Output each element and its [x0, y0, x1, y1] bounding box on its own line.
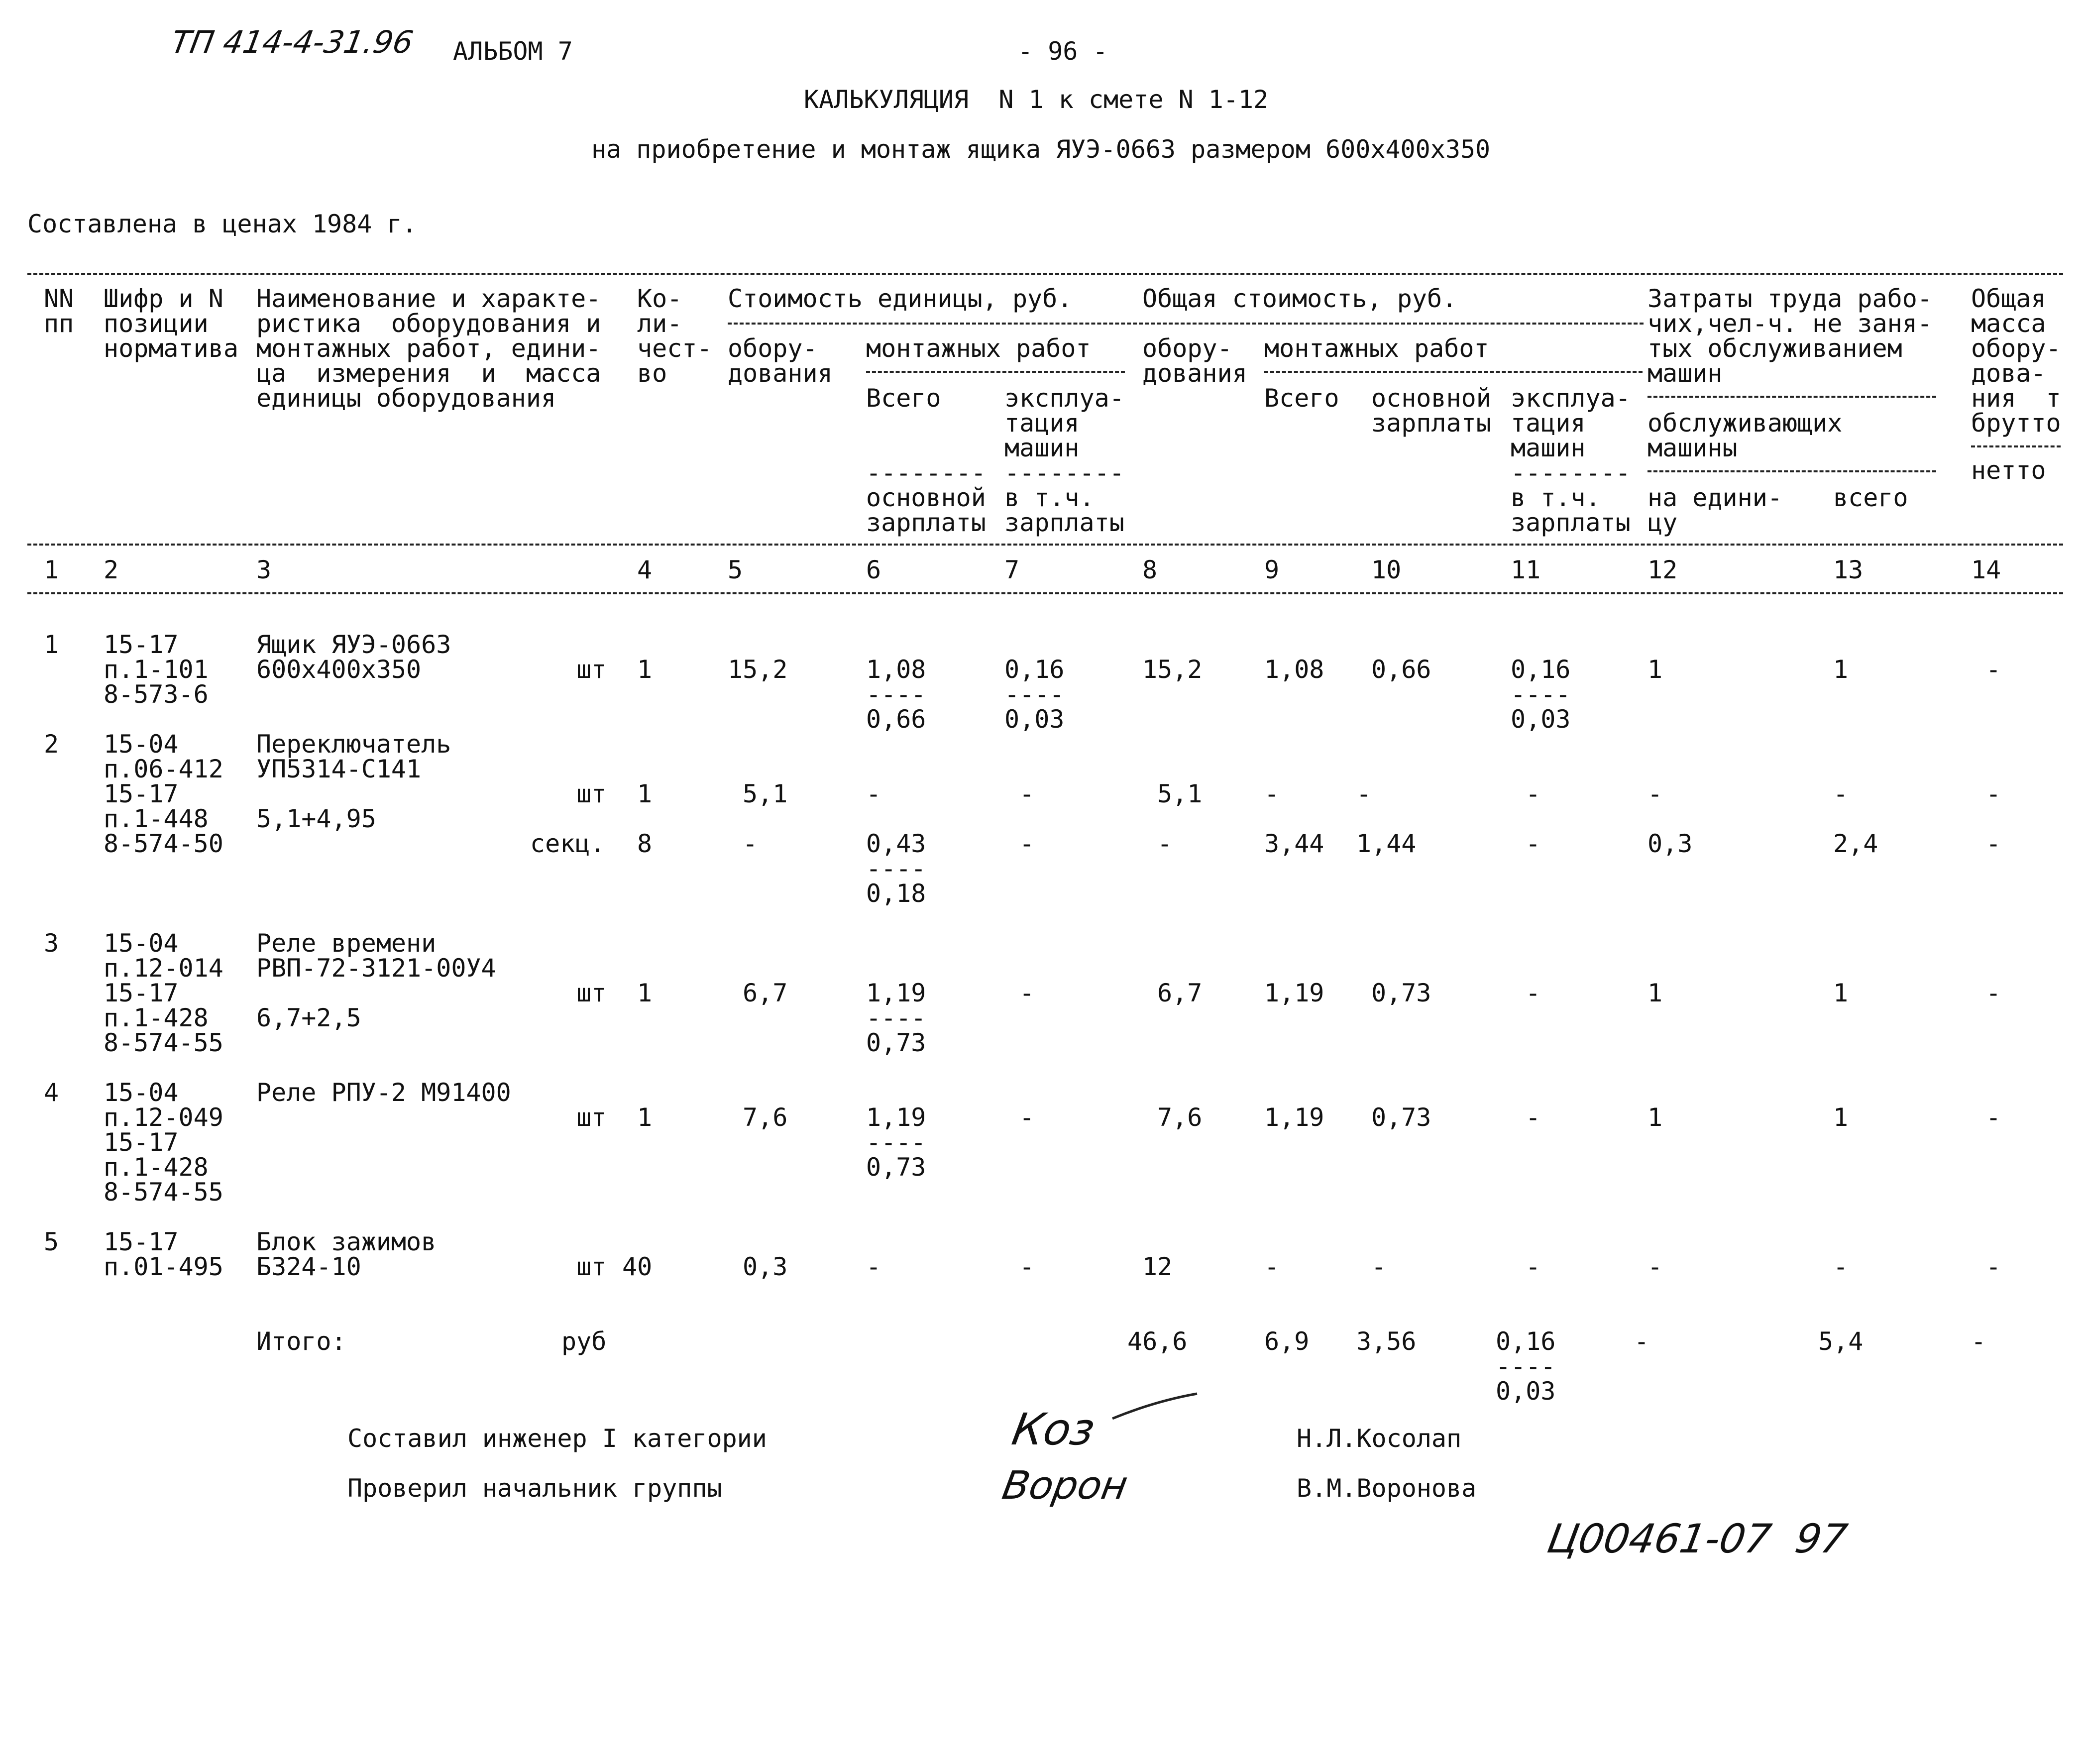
col2-head-2: позиции — [104, 309, 209, 338]
row-mass: - — [1986, 979, 2001, 1007]
row-equip-cost-2: - — [743, 829, 758, 858]
row-labor-unit-2: 0,3 — [1648, 829, 1693, 858]
row-unit-2: секц. — [530, 829, 605, 858]
col6-sub-2: зарплаты — [866, 508, 986, 537]
row-labor-all: 1 — [1833, 979, 1849, 1007]
row-equip-cost: 5,1 — [743, 779, 788, 808]
row-total-base-2: 1,44 — [1356, 829, 1417, 858]
row-mass: - — [1986, 779, 2001, 808]
row-code-1: 15-04 — [104, 730, 179, 759]
labor-head-1: Затраты труда рабо- — [1648, 284, 1932, 313]
total-equip: 46,6 — [1127, 1327, 1188, 1356]
col2-head-3: норматива — [104, 334, 238, 363]
row-total-equip: 6,7 — [1157, 979, 1203, 1007]
row-number: 4 — [44, 1078, 59, 1107]
col-number-3: 3 — [256, 555, 272, 584]
row-mass-2: - — [1986, 829, 2001, 858]
col-number-1: 1 — [44, 555, 59, 584]
composed-signature: Коз — [1008, 1404, 1099, 1455]
col7-sub-1: в т.ч. — [1004, 483, 1095, 512]
row-total-equip: 5,1 — [1157, 779, 1203, 808]
row-code-5: 8-574-55 — [104, 1028, 223, 1057]
row-labor-all-2: 2,4 — [1833, 829, 1878, 858]
row-unit: шт — [576, 655, 607, 684]
row-mount-cost: - — [866, 1252, 881, 1281]
row-total-mount: 1,19 — [1264, 1103, 1324, 1132]
row-total-equip: 12 — [1142, 1252, 1173, 1281]
row-number: 5 — [44, 1227, 59, 1256]
row-name-1: Реле времени — [256, 929, 437, 958]
row-total-base: - — [1371, 1252, 1387, 1281]
row-total-oper-salary: 0,03 — [1511, 705, 1571, 734]
mount-works-rule-1 — [866, 371, 1125, 373]
row-code-2: п.1-101 — [104, 655, 209, 684]
row-mount-salary-2: 0,18 — [866, 879, 926, 908]
row-total-oper: - — [1526, 979, 1541, 1007]
row-number: 3 — [44, 929, 59, 958]
total-oper: 0,16 — [1496, 1327, 1556, 1356]
row-labor-all: 1 — [1833, 1103, 1849, 1132]
row-qty: 1 — [637, 979, 653, 1007]
col-number-13: 13 — [1833, 555, 1864, 584]
row-qty: 1 — [637, 1103, 653, 1132]
checked-by-label: Проверил начальник группы — [347, 1474, 722, 1503]
row-labor-unit: 1 — [1648, 979, 1663, 1007]
row-name-1: Ящик ЯУЭ-0663 — [256, 630, 451, 659]
row-name-2: РВП-72-3121-00У4 — [256, 954, 496, 983]
row-total-mount-2: 3,44 — [1264, 829, 1324, 858]
row-total-oper-2: - — [1526, 829, 1541, 858]
row-name-4: 5,1+4,95 — [256, 804, 376, 833]
row-mass: - — [1986, 655, 2001, 684]
row-code-1: 15-17 — [104, 1227, 179, 1256]
prices-note: Составлена в ценах 1984 г. — [27, 210, 417, 238]
mass-rule — [1971, 445, 2061, 447]
composed-by-label: Составил инженер I категории — [347, 1424, 767, 1453]
row-total-base: - — [1356, 779, 1372, 808]
mass-head-6: брутто — [1971, 409, 2061, 438]
mount-works-head-1: монтажных работ — [866, 334, 1091, 363]
row-unit: шт — [576, 979, 607, 1007]
labor-head-2: чих,чел-ч. не заня- — [1648, 309, 1932, 338]
mass-head-5: ния т — [1971, 384, 2061, 413]
total-oper-salary: 0,03 — [1496, 1377, 1556, 1406]
row-labor-all: - — [1833, 1252, 1849, 1281]
row-labor-all: - — [1833, 779, 1849, 808]
row-mount-frac: ---- — [866, 1128, 926, 1157]
row-total-oper: - — [1526, 1252, 1541, 1281]
labor-rule-2 — [1648, 470, 1936, 472]
col11-sub-2: зарплаты — [1511, 508, 1631, 537]
col11-head-3: машин — [1511, 434, 1586, 462]
row-oper-cost: - — [1019, 1252, 1035, 1281]
serving-head-1: обслуживающих — [1648, 409, 1843, 438]
col12-head-2: цу — [1648, 508, 1678, 537]
row-mount-salary: 0,73 — [866, 1028, 926, 1057]
row-code-3: 15-17 — [104, 779, 179, 808]
total-mount: 6,9 — [1264, 1327, 1310, 1356]
total-labor-all: 5,4 — [1818, 1327, 1864, 1356]
col-number-10: 10 — [1371, 555, 1402, 584]
col3-head-1: Наименование и характе- — [256, 284, 601, 313]
total-mass: - — [1971, 1327, 1986, 1356]
col4-head-4: во — [637, 359, 667, 388]
row-oper-cost: - — [1019, 1103, 1035, 1132]
col11-head-1: эксплуа- — [1511, 384, 1631, 413]
col-number-4: 4 — [637, 555, 653, 584]
document-title: КАЛЬКУЛЯЦИЯ N 1 к смете N 1-12 — [804, 85, 1269, 114]
document-subtitle: на приобретение и монтаж ящика ЯУЭ-0663 размером 600x400x350 — [591, 135, 1491, 164]
row-code-2: п.01-495 — [104, 1252, 223, 1281]
col10-head-1: основной — [1371, 384, 1491, 413]
album-label: АЛЬБОМ 7 — [453, 37, 573, 66]
total-cost-head: Общая стоимость, руб. — [1142, 284, 1457, 313]
row-name-4: 6,7+2,5 — [256, 1003, 361, 1032]
col8-head-1: обору- — [1142, 334, 1232, 363]
mass-head-2: масса — [1971, 309, 2046, 338]
col-number-8: 8 — [1142, 555, 1158, 584]
col6-sub-dash: -------- — [866, 458, 986, 487]
row-equip-cost: 7,6 — [743, 1103, 788, 1132]
row-total-equip: 7,6 — [1157, 1103, 1203, 1132]
row-oper-frac: ---- — [1004, 680, 1065, 709]
col3-head-2: ристика оборудования и — [256, 309, 601, 338]
col-number-14: 14 — [1971, 555, 2001, 584]
row-oper-cost: - — [1019, 979, 1035, 1007]
total-unit: руб — [561, 1327, 607, 1356]
row-code-3: 15-17 — [104, 1128, 179, 1157]
row-oper-cost: - — [1019, 779, 1035, 808]
row-mount-cost-2: 0,43 — [866, 829, 926, 858]
row-total-mount: - — [1264, 779, 1280, 808]
row-mount-salary: 0,66 — [866, 705, 926, 734]
col3-head-3: монтажных работ, едини- — [256, 334, 601, 363]
row-code-2: п.12-014 — [104, 954, 223, 983]
col-number-6: 6 — [866, 555, 881, 584]
row-equip-cost: 0,3 — [743, 1252, 788, 1281]
col1-head-1: NN — [44, 284, 74, 313]
col7-sub-2: зарплаты — [1004, 508, 1124, 537]
row-qty-2: 8 — [637, 829, 653, 858]
row-labor-all: 1 — [1833, 655, 1849, 684]
row-total-oper: 0,16 — [1511, 655, 1571, 684]
row-qty: 1 — [637, 655, 653, 684]
row-total-mount: 1,19 — [1264, 979, 1324, 1007]
header-bottom-rule — [27, 544, 2063, 546]
row-code-2: п.06-412 — [104, 755, 223, 783]
row-name-2: УП5314-С141 — [256, 755, 422, 783]
total-labor-unit: - — [1634, 1327, 1649, 1356]
row-qty: 1 — [637, 779, 653, 808]
row-mass: - — [1986, 1252, 2001, 1281]
row-total-base: 0,73 — [1371, 1103, 1431, 1132]
mass-net-head: нетто — [1971, 456, 2046, 485]
row-total-base: 0,73 — [1371, 979, 1431, 1007]
labor-head-4: машин — [1648, 359, 1723, 388]
row-code-2: п.12-049 — [104, 1103, 223, 1132]
unit-cost-rule — [728, 323, 1644, 325]
col10-head-2: зарплаты — [1371, 409, 1491, 438]
total-base: 3,56 — [1356, 1327, 1417, 1356]
row-unit: шт — [576, 1252, 607, 1281]
row-mount-frac: ---- — [866, 680, 926, 709]
row-total-equip-2: - — [1157, 829, 1173, 858]
row-mount-cost: 1,19 — [866, 979, 926, 1007]
row-mount-cost: 1,08 — [866, 655, 926, 684]
row-equip-cost: 15,2 — [728, 655, 788, 684]
col7-head-1: эксплуа- — [1004, 384, 1124, 413]
row-mount-cost: 1,19 — [866, 1103, 926, 1132]
labor-head-3: тых обслуживанием — [1648, 334, 1902, 363]
composed-by-name: Н.Л.Косолап — [1297, 1424, 1462, 1453]
col2-head-1: Шифр и N — [104, 284, 223, 313]
unit-cost-head: Стоимость единицы, руб. — [728, 284, 1073, 313]
col11-head-2: тация — [1511, 409, 1586, 438]
mount-works-head-2: монтажных работ — [1264, 334, 1489, 363]
col6-sub-1: основной — [866, 483, 986, 512]
row-code-4: п.1-428 — [104, 1153, 209, 1182]
col7-head-2: тация — [1004, 409, 1080, 438]
page-number: - 96 - — [1018, 37, 1108, 66]
row-name-2: Б324-10 — [256, 1252, 361, 1281]
col11-sub-dash: -------- — [1511, 458, 1631, 487]
row-code-4: п.1-428 — [104, 1003, 209, 1032]
col7-sub-dash: -------- — [1004, 458, 1124, 487]
checked-by-name: В.М.Воронова — [1297, 1474, 1477, 1503]
row-total-mount: - — [1264, 1252, 1280, 1281]
checked-signature: Ворон — [999, 1463, 1131, 1508]
doc-code: ТП 414-4-31.96 — [168, 24, 416, 60]
serving-head-2: машины — [1648, 434, 1738, 462]
table-top-rule — [27, 273, 2063, 275]
row-mount-frac-2: ---- — [866, 854, 926, 883]
col-number-9: 9 — [1264, 555, 1280, 584]
col-number-7: 7 — [1004, 555, 1020, 584]
total-oper-frac: ---- — [1496, 1352, 1556, 1381]
row-total-mount: 1,08 — [1264, 655, 1324, 684]
col11-sub-1: в т.ч. — [1511, 483, 1601, 512]
row-name-1: Блок зажимов — [256, 1227, 437, 1256]
row-name-1: Переключатель — [256, 730, 451, 759]
col13-head: всего — [1833, 483, 1908, 512]
row-unit: шт — [576, 779, 607, 808]
row-labor-unit: - — [1648, 779, 1663, 808]
row-code-4: п.1-448 — [104, 804, 209, 833]
col4-head-1: Ко- — [637, 284, 682, 313]
mass-head-3: обору- — [1971, 334, 2061, 363]
col5-head-2: дования — [728, 359, 833, 388]
row-code-3: 8-573-6 — [104, 680, 209, 709]
row-total-oper: - — [1526, 779, 1541, 808]
numbers-bottom-rule — [27, 592, 2063, 594]
row-code-1: 15-04 — [104, 929, 179, 958]
col-number-11: 11 — [1511, 555, 1541, 584]
col-number-12: 12 — [1648, 555, 1678, 584]
row-number: 1 — [44, 630, 59, 659]
col4-head-2: ли- — [637, 309, 682, 338]
row-oper-cost-2: - — [1019, 829, 1035, 858]
col12-head-1: на едини- — [1648, 483, 1782, 512]
total-label: Итого: — [256, 1327, 346, 1356]
row-code-5: 8-574-55 — [104, 1178, 223, 1207]
col-number-2: 2 — [104, 555, 119, 584]
row-mount-salary: 0,73 — [866, 1153, 926, 1182]
row-total-oper: - — [1526, 1103, 1541, 1132]
row-qty: 40 — [622, 1252, 653, 1281]
col4-head-3: чест- — [637, 334, 712, 363]
row-total-equip: 15,2 — [1142, 655, 1203, 684]
archive-stamp: Ц00461-07 97 — [1543, 1516, 1851, 1562]
row-labor-unit: - — [1648, 1252, 1663, 1281]
col3-head-4: ца измерения и масса — [256, 359, 601, 388]
mass-head-4: дова- — [1971, 359, 2046, 388]
col8-head-2: дования — [1142, 359, 1247, 388]
col3-head-5: единицы оборудования — [256, 384, 556, 413]
row-code-1: 15-17 — [104, 630, 179, 659]
row-code-5: 8-574-50 — [104, 829, 223, 858]
row-oper-cost: 0,16 — [1004, 655, 1065, 684]
labor-rule-1 — [1648, 396, 1936, 398]
mass-head-1: Общая — [1971, 284, 2046, 313]
row-code-3: 15-17 — [104, 979, 179, 1007]
row-mount-frac: ---- — [866, 1003, 926, 1032]
row-oper-salary: 0,03 — [1004, 705, 1065, 734]
row-total-oper-frac: ---- — [1511, 680, 1571, 709]
col-number-5: 5 — [728, 555, 743, 584]
row-code-1: 15-04 — [104, 1078, 179, 1107]
row-total-base: 0,66 — [1371, 655, 1431, 684]
signature-stroke — [1110, 1391, 1200, 1421]
mount-works-rule-2 — [1264, 371, 1643, 373]
row-name-2: 600x400x350 — [256, 655, 422, 684]
col1-head-2: пп — [44, 309, 74, 338]
row-name-1: Реле РПУ-2 М91400 — [256, 1078, 511, 1107]
col6-head: Всего — [866, 384, 941, 413]
row-number: 2 — [44, 730, 59, 759]
row-mount-cost: - — [866, 779, 881, 808]
col5-head-1: обору- — [728, 334, 818, 363]
row-unit: шт — [576, 1103, 607, 1132]
row-labor-unit: 1 — [1648, 1103, 1663, 1132]
row-labor-unit: 1 — [1648, 655, 1663, 684]
row-equip-cost: 6,7 — [743, 979, 788, 1007]
col7-head-3: машин — [1004, 434, 1080, 462]
col9-head: Всего — [1264, 384, 1339, 413]
row-mass: - — [1986, 1103, 2001, 1132]
